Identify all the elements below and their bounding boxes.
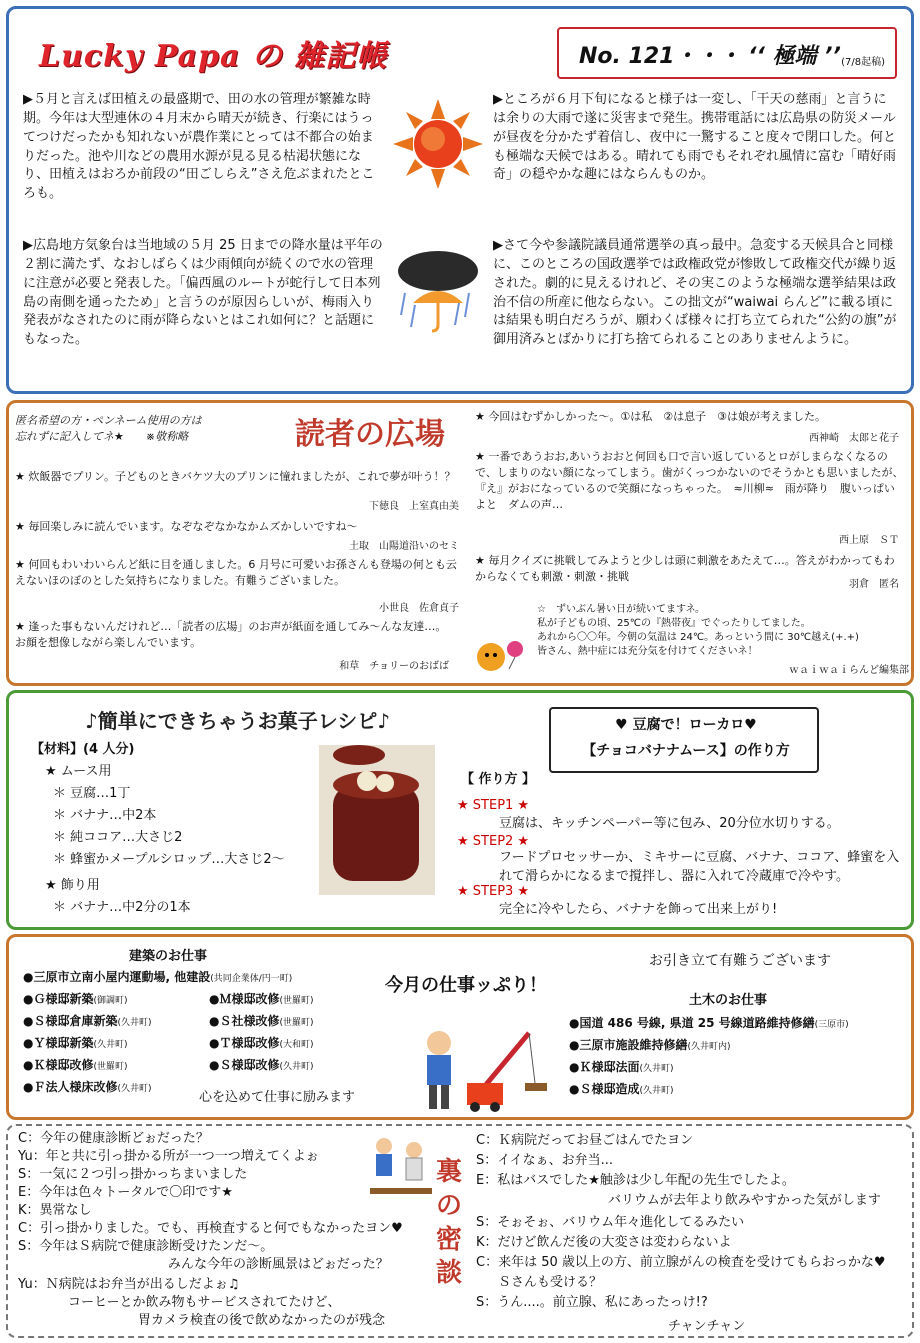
work-section <box>6 934 914 1120</box>
reader-comment-4: ★ 逢った事もないんだけれど…「読者の広場」のお声が紙面を通してみ～んな友達…。お顔を想像しながら楽しんでいます。 <box>15 620 447 649</box>
sun-icon <box>393 99 483 189</box>
meeting-illustration <box>368 1132 434 1228</box>
issue-title: No. 121・・・ ‘‘ 極端 ’’ <box>579 44 841 69</box>
reader-name-2: 土取 山陽道沿いのセミ <box>349 541 459 552</box>
issue-date: (7/8起稿) <box>841 57 885 68</box>
reader-comment-2: ★ 毎回楽しみに読んでいます。なぞなぞなかなかムズかしいですね～ <box>15 520 358 533</box>
secret-talk-title: 裏の密談 <box>436 1157 463 1289</box>
mascot-icon <box>471 631 527 681</box>
talk-right-7: C：来年は 50 歳以上の方、前立腺がんの検査を受けてもらおっかな♥ <box>476 1255 886 1270</box>
reader-name-1: 下徳良 上室真由美 <box>369 501 459 512</box>
step-2-text: フードプロセッサーか、ミキサーに豆腐、バナナ、ココア、蜂蜜を入れて滑らかになるまで撹拌し、器に入れて冷蔵庫で冷やす。 <box>499 850 900 884</box>
building-item-9: ●Ｓ様邸改修(久井町) <box>209 1058 314 1072</box>
civil-item-3: ●Ｋ様邸法面(久井町) <box>569 1060 674 1074</box>
building-item-2: ●Ｇ様邸新築(御調町) <box>23 992 128 1006</box>
mousse-photo <box>319 745 435 895</box>
building-heading: 建築のお仕事 <box>129 949 208 964</box>
material-deco-banana: ＊ バナナ…中2分の1本 <box>53 900 191 915</box>
talk-left-7: S：今年はＳ病院で健康診断受けたンだ～。 <box>18 1239 274 1254</box>
talk-right-5: S：そぉそぉ、バリウム年々進化してるみたい <box>476 1215 745 1230</box>
note-line-1: 匿名希望の方・ペンネーム使用の方は <box>15 414 202 427</box>
reader-name-4: 和草 チョリーのおばば <box>339 661 449 672</box>
building-item-5: ●Ｓ社様改修(世羅町) <box>209 1014 314 1028</box>
reader-name-6: 西上原 ＳＴ <box>839 535 899 546</box>
talk-left-1: C：今年の健康診断どぉだった？ <box>18 1131 209 1146</box>
issue-ribbon <box>557 27 897 79</box>
recipe-banner <box>549 707 819 773</box>
talk-right-2: S：イイなぁ、お弁当... <box>476 1153 613 1168</box>
paragraph-1: ▶５月と言えば田植えの最盛期で、田の水の管理が繁雑な時期。今年は大型連休の４月末から晴天が続き、行楽にはうってつけだったかも知れないが農作業にとっては不都合の始まりだった。池や川などの農用水源が見る見る枯渇状態になり、田植えはおろか前段の“田ごしらえ”さえ危ぶまれたところも。 <box>23 92 375 202</box>
step-1-text: 豆腐は、キッチンペーパー等に包み、20分位水切りする。 <box>499 816 840 831</box>
talk-left-4: E：今年は色々トータルで〇印です★ <box>18 1185 233 1200</box>
material-honey: ＊ 蜂蜜かメープルシロップ…大さじ2～ <box>53 852 285 867</box>
material-banana: ＊ バナナ…中2本 <box>53 808 157 823</box>
how-heading: 【 作り方 】 <box>461 772 536 787</box>
editor-note: ☆ ずいぶん暑い日が続いてますネ。 私が子どもの頃、25℃の『熱帯夜』でぐったりしてました。 あれから〇〇年。今朝の気温は 24℃。あっという間に 30℃越え(+.+) 皆さん、熱中症には充分気を付けてくださいネ！ <box>537 604 859 657</box>
sign-off: チャンチャン <box>668 1319 746 1334</box>
talk-left-5: K：異常なし <box>18 1203 92 1218</box>
building-item-10: ●Ｆ法人様床改修(久井町) <box>23 1080 152 1094</box>
paragraph-4: ▶さて今や参議院議員通常選挙の真っ最中。急変する天候具合と同様に、このところの国政選挙では政権政党が惨敗して政権交代が繰り返された。劇的に見えるけれど、その実このような極端な選挙結果は政治不信の所産に他ならない。この拙文が“waiwai らんど”に載る頃には結果も明白だろうが、願わくば様々に打ち立てられた“公約の旗”が御用済みとばかりに打ち捨てられることのありませんように。 <box>493 238 897 348</box>
reader-comment-1: ★ 炊飯器でプリン。子どものときバケツ大のプリンに憧れましたが、これで夢が叶う！？ <box>15 470 456 483</box>
civil-item-2: ●三原市施設維持修繕(久井町内) <box>569 1038 731 1052</box>
readers-plaza-section <box>6 400 914 686</box>
reader-name-5: 西神崎 太郎と花子 <box>809 433 899 444</box>
reader-name-7: 羽倉 匿名 <box>849 579 899 590</box>
building-item-3: ●Ｍ様邸改修(世羅町) <box>209 992 314 1006</box>
civil-item-4: ●Ｓ様邸造成(久井町) <box>569 1082 674 1096</box>
step-3-label: ★ STEP3 ★ <box>457 884 530 899</box>
talk-right-4: バリウムが去年より飲みやすかった気がします <box>608 1193 881 1208</box>
paragraph-2: ▶広島地方気象台は当地域の５月 25 日までの降水量は平年の２割に満たず、なおしばらくは少雨傾向が続くので水の管理に注意が必要と発表した。「偏西風のルートが蛇行して日本列島の南側を通ったため」と言うのが原因らしいが、梅雨入り発表がなされたのに雨が降らないとはこれ如何に？と話題にもなった。 <box>23 238 383 348</box>
reader-comment-3: ★ 何回もわいわいらんど紙に目を通しました。6 月号に可愛いお孫さんも登場の何とも云えないほのぼのとした気持ちになりました。有難うございました。 <box>15 558 457 587</box>
building-item-8: ●Ｋ様邸改修(世羅町) <box>23 1058 128 1072</box>
editor-name: ｗａｉｗａｉらんど編集部 <box>789 665 909 676</box>
secret-talk-section <box>6 1124 914 1338</box>
material-cocoa: ＊ 純ココア…大さじ2 <box>53 830 183 845</box>
talk-left-10: コーヒーとか飲み物もサービスされてたけど、 <box>68 1295 341 1310</box>
civil-item-1: ●国道 486 号線, 県道 25 号線道路維持修繕(三原市) <box>569 1016 849 1030</box>
talk-right-8: Ｓさんも受ける？ <box>498 1275 603 1290</box>
talk-right-3: E：私はバスでした★触診は少し年配の先生でしたよ。 <box>476 1173 795 1188</box>
rain-umbrella-icon <box>393 245 483 335</box>
recipe-sub-2: 【チョコバナナムース】の作り方 <box>582 743 790 759</box>
talk-right-9: S：うん....。前立腺、私にあったっけ!? <box>476 1295 708 1310</box>
recipe-title: ♪簡単にできちゃうお菓子レシピ♪ <box>85 709 391 733</box>
step-2-label: ★ STEP2 ★ <box>457 834 530 849</box>
talk-right-6: K：だけど飲んだ後の大変さは変わらないよ <box>476 1235 732 1250</box>
talk-right-1: C：Ｋ病院だってお昼ごはんでたヨン <box>476 1133 694 1148</box>
building-item-7: ●Ｔ様邸改修(大和町) <box>209 1036 314 1050</box>
talk-left-2: Yu：年と共に引っ掛かる所が一つ一つ増えてくよぉ <box>18 1149 319 1164</box>
material-tofu: ＊ 豆腐…1丁 <box>53 786 131 801</box>
reader-comment-7: ★ 毎月クイズに挑戦してみようと少しは頭に刺激をあたえて…。答えがわかってもわからなくても刺激・刺激・挑戦 <box>475 554 895 583</box>
building-item-4: ●Ｓ様邸倉庫新築(久井町) <box>23 1014 152 1028</box>
talk-left-6: C：引っ掛かりました。でも、再検査すると何でもなかったヨン♥ <box>18 1221 403 1236</box>
recipe-section <box>6 690 914 930</box>
note-line-2: 忘れずに記入してネ★ ※敬称略 <box>15 430 189 443</box>
talk-left-9: Yu：Ｎ病院はお弁当が出るしだよぉ♫ <box>18 1277 240 1292</box>
building-item-6: ●Ｙ様邸新築(久井町) <box>23 1036 128 1050</box>
recipe-sub-1: ♥ 豆腐で！ローカロ♥ <box>615 717 757 733</box>
civil-heading: 土木のお仕事 <box>689 993 768 1008</box>
heart-message: 心を込めて仕事に励みます <box>199 1090 356 1105</box>
paragraph-3: ▶ところが６月下旬になると様子は一変し、「干天の慈雨」と言うには余りの大雨で遂に災害まで発生。携帯電話には広島県の防災メールが昼夜を分かたず着信し、夜中に一驚すること度々で閉口した。何とも極端な天候ではある。晴れても雨でもそれぞれ風情に富む「晴好雨奇」の穏やかな趣にはならんものか。 <box>493 92 897 183</box>
reader-name-3: 小世良 佐倉貞子 <box>379 603 459 614</box>
zakkicho-title: Lucky Papa の 雑記帳 <box>39 39 388 74</box>
reader-comment-6: ★ 一番であうおお,あいうおおと何回も口で言い返しているとロがしまらなくなるので、しまりのない顔になってしまう。歯がくっつかないのでそうかとも思いましたが、『え』がおになっているので笑顔になっちゃった。 ≈川柳≈ 雨が降り 腹いっぱいよと ダムの声… <box>475 450 904 511</box>
talk-left-3: S：一気に２つ引っ掛かっちまいました <box>18 1167 248 1182</box>
building-item-1: ●三原市立南小屋内運動場, 他建設(共同企業体/円一町) <box>23 970 293 984</box>
materials-heading: 【材料】(4 人分) <box>31 742 135 757</box>
step-3-text: 完全に冷やしたら、バナナを飾って出来上がり! <box>499 902 778 917</box>
readers-plaza-title: 読者の広場 <box>295 417 445 452</box>
step-1-label: ★ STEP1 ★ <box>457 798 530 813</box>
materials-deco: ★ 飾り用 <box>45 878 100 893</box>
workers-illustration <box>419 1023 559 1113</box>
work-center-title: 今月の仕事ッぷり！ <box>385 975 547 996</box>
talk-left-11: 胃カメラ検査の後で飲めなかったのが残念 <box>138 1313 386 1328</box>
reader-comment-5: ★ 今回はむずかしかった～。①は私 ②は息子 ③は娘が考えました。 <box>475 410 826 423</box>
materials-mousse: ★ ムース用 <box>45 764 112 779</box>
zakkicho-section <box>6 6 914 394</box>
thanks-message: お引き立て有難うございます <box>649 953 831 969</box>
talk-left-8: みんな今年の診断風景はどぉだった？ <box>168 1257 389 1272</box>
